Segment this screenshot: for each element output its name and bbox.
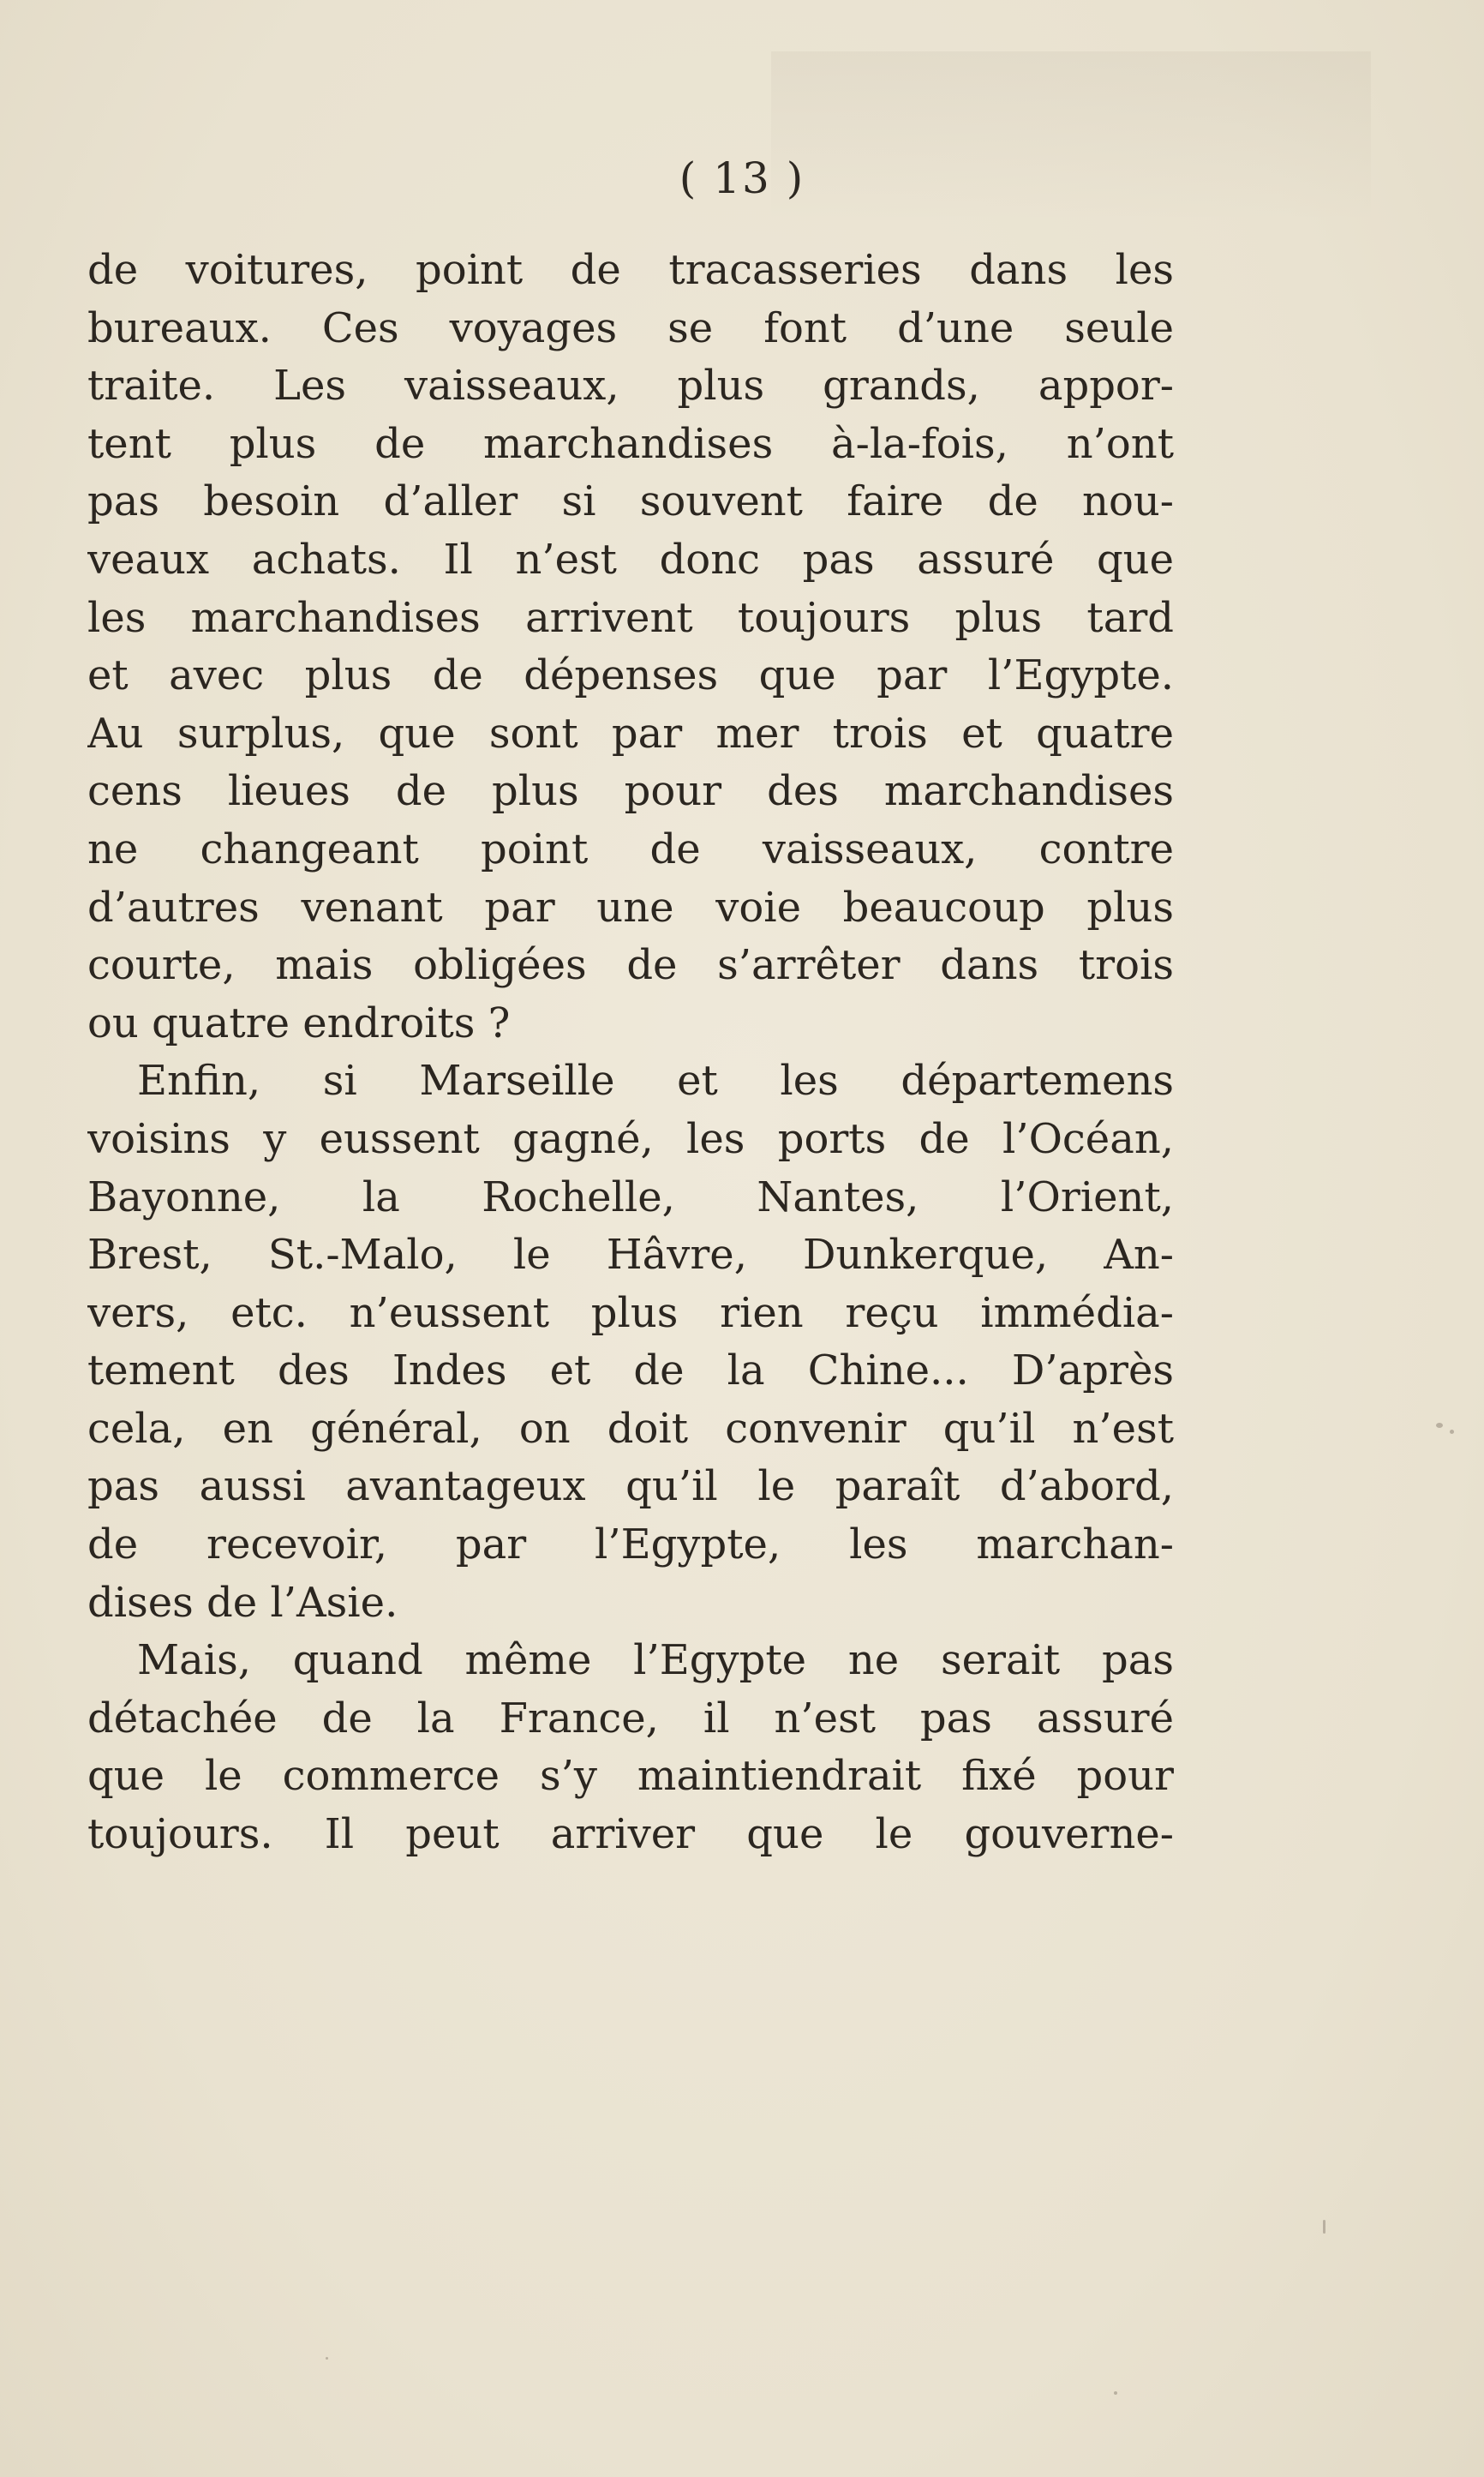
body-text <box>87 242 1174 1864</box>
text-line: vers, etc. n’eussent plus rien reçu immédia- <box>87 1288 1174 1337</box>
paper-speck <box>1114 2391 1117 2395</box>
paper-speck <box>1436 1423 1443 1428</box>
text-line: et avec plus de dépenses que par l’Egypte. <box>87 651 1174 700</box>
text-line: ne changeant point de vaisseaux, contre <box>87 825 1174 873</box>
text-line: de voitures, point de tracasseries dans les <box>87 246 1174 294</box>
paper-speck <box>326 2357 328 2360</box>
text-line: voisins y eussent gagné, les ports de l’Océan, <box>87 1114 1174 1163</box>
text-line: détachée de la France, il n’est pas assuré <box>87 1694 1174 1742</box>
paragraph-start-line: Enfin, si Marseille et les départemens <box>137 1057 1174 1106</box>
text-line: traite. Les vaisseaux, plus grands, appor- <box>87 362 1174 411</box>
page-number: ( 13 ) <box>679 153 805 203</box>
paper-speck <box>1323 2220 1325 2234</box>
text-line: Au surplus, que sont par mer trois et quatre <box>87 709 1174 758</box>
text-line: veaux achats. Il n’est donc pas assuré que <box>87 535 1174 584</box>
text-line: d’autres venant par une voie beaucoup plus <box>87 883 1174 932</box>
text-line: que le commerce s’y maintiendrait fixé pour <box>87 1752 1174 1801</box>
text-line: pas besoin d’aller si souvent faire de nou- <box>87 477 1174 526</box>
text-line: toujours. Il peut arriver que le gouverne- <box>87 1810 1174 1859</box>
text-line: cela, en général, on doit convenir qu’il n’est <box>87 1404 1174 1453</box>
text-line: tement des Indes et de la Chine... D’après <box>87 1346 1174 1395</box>
paragraph-end-line: dises de l’Asie. <box>87 1578 398 1627</box>
text-line: de recevoir, par l’Egypte, les marchan- <box>87 1520 1174 1569</box>
text-line: courte, mais obligées de s’arrêter dans trois <box>87 941 1174 990</box>
text-line: les marchandises arrivent toujours plus tard <box>87 593 1174 642</box>
text-line: Bayonne, la Rochelle, Nantes, l’Orient, <box>87 1173 1174 1221</box>
text-line: tent plus de marchandises à-la-fois, n’ont <box>87 419 1174 468</box>
paper-speck <box>1450 1430 1454 1434</box>
text-line: cens lieues de plus pour des marchandises <box>87 767 1174 816</box>
paragraph-end-line: ou quatre endroits ? <box>87 999 511 1047</box>
text-line: bureaux. Ces voyages se font d’une seule <box>87 303 1174 352</box>
paragraph-start-line: Mais, quand même l’Egypte ne serait pas <box>137 1636 1174 1685</box>
text-line: Brest, St.-Malo, le Hâvre, Dunkerque, An- <box>87 1231 1174 1280</box>
text-line: pas aussi avantageux qu’il le paraît d’abord, <box>87 1462 1174 1511</box>
